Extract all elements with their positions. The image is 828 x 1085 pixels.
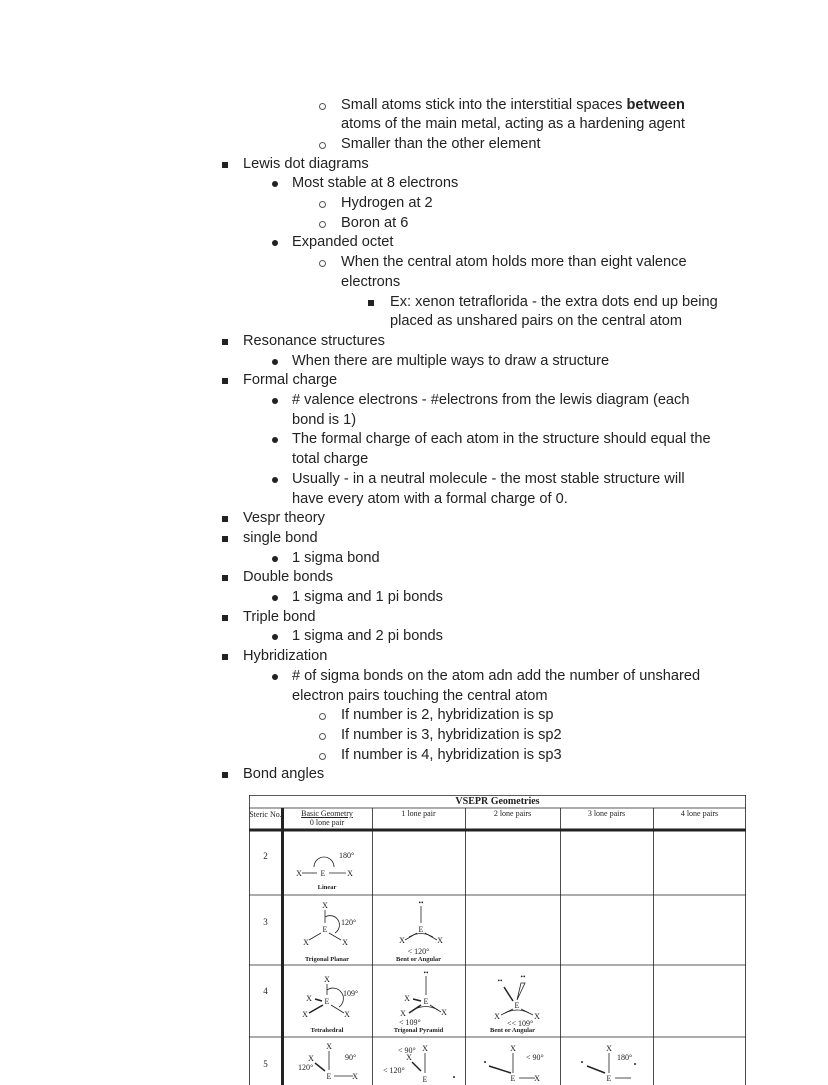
- bullet-icon: [320, 726, 328, 746]
- note-line: [292, 174, 458, 194]
- bullet-icon: [320, 253, 328, 273]
- note-line: [292, 233, 393, 253]
- note-text: Expanded octet: [292, 234, 394, 251]
- atom-label: E: [326, 1072, 332, 1081]
- angle-linear: 180°: [339, 851, 355, 860]
- geom-tetrahedral: Tetrahedral: [310, 1027, 344, 1034]
- atom-label: E: [422, 1075, 428, 1084]
- note-text: If number is 4, hybridization is sp3: [341, 746, 562, 763]
- note-line: [243, 765, 324, 785]
- atom-label: ••: [520, 973, 526, 981]
- note-line: [292, 627, 443, 647]
- note-line: [292, 411, 356, 431]
- angle-arc: [314, 857, 334, 867]
- header-4-lone: 4 lone pairs: [680, 809, 719, 818]
- table-title: VSEPR Geometries: [455, 796, 540, 807]
- steric-2: 2: [263, 851, 268, 861]
- note-text: Most stable at 8 electrons: [292, 175, 459, 192]
- header-2-lone: 2 lone pairs: [493, 809, 532, 818]
- note-line: [243, 509, 325, 529]
- bullet-icon: [272, 627, 280, 647]
- angle2-5-1: < 120°: [383, 1066, 405, 1075]
- note-text: Boron at 6: [341, 214, 409, 231]
- atom-label: X: [352, 1072, 358, 1081]
- note-line: [243, 529, 318, 549]
- atom-label: X: [308, 1054, 314, 1063]
- bullet-icon: [222, 568, 230, 588]
- atom-label: X: [399, 936, 405, 945]
- atom-label: X: [404, 994, 410, 1003]
- bullet-icon: [222, 371, 230, 391]
- note-line: [243, 647, 327, 667]
- angle-arc: [324, 988, 343, 1007]
- header-3-lone: 3 lone pairs: [587, 809, 626, 818]
- note-line: [292, 687, 548, 707]
- angle-5-0: 90°: [345, 1053, 357, 1062]
- note-text: # of sigma bonds on the atom adn add the number of unshared: [292, 667, 701, 684]
- note-text: If number is 2, hybridization is sp: [341, 707, 554, 724]
- note-line: [243, 332, 385, 352]
- table-line: [413, 999, 421, 1001]
- note-text: Triple bond: [243, 608, 316, 625]
- header-1-lone: 1 lone pair: [401, 809, 436, 818]
- bullet-icon: [320, 194, 328, 214]
- atom-label: •: [633, 1060, 637, 1069]
- note-line: [292, 450, 368, 470]
- angle-arc: [505, 1010, 529, 1013]
- bullet-icon: [222, 529, 230, 549]
- note-text: Hydrogen at 2: [341, 195, 433, 211]
- bullet-icon: [320, 746, 328, 766]
- angle-trigonal-planar: 120°: [341, 918, 357, 927]
- note-text: have every atom with a formal charge of 0.: [292, 490, 568, 507]
- note-line: [341, 135, 541, 155]
- note-line: [341, 115, 685, 135]
- note-line: [341, 214, 408, 234]
- bullet-icon: [272, 470, 280, 490]
- note-text: When the central atom holds more than eight valence: [341, 254, 687, 271]
- note-line: [243, 608, 315, 628]
- bullet-icon: [272, 352, 280, 372]
- atom-label: X: [534, 1074, 540, 1083]
- atom-label: X: [534, 1012, 540, 1021]
- bullet-icon: [222, 647, 230, 667]
- note-line: [243, 371, 337, 391]
- bullet-icon: [222, 155, 230, 175]
- note-text: # valence electrons - #electrons from the lewis diagram (each: [292, 392, 690, 408]
- vsepr-table-grid: [249, 795, 746, 1085]
- bullet-icon: [320, 706, 328, 726]
- atom-label: •: [580, 1058, 584, 1067]
- note-text: Vespr theory: [243, 510, 325, 527]
- geom-trigonal-planar: Trigonal Planar: [304, 956, 350, 963]
- note-text: Smaller than the other element: [341, 135, 541, 152]
- atom-label: X: [322, 901, 328, 910]
- bullet-icon: [368, 293, 376, 313]
- atom-label: X: [494, 1012, 500, 1021]
- note-line: [341, 746, 562, 766]
- note-text: placed as unshared pairs on the central atom: [390, 313, 683, 330]
- atom-label: E: [322, 925, 328, 934]
- note-text: electrons: [341, 273, 401, 290]
- table-line: [329, 933, 341, 940]
- bullet-icon: [272, 430, 280, 450]
- bullet-icon: [320, 96, 328, 116]
- bullet-icon: [272, 174, 280, 194]
- note-line: [292, 490, 568, 510]
- note-text: 1 sigma bond: [292, 549, 380, 566]
- note-text: Formal charge: [243, 372, 338, 389]
- atom-label: ••: [423, 969, 429, 977]
- bullet-icon: [272, 233, 280, 253]
- note-text: single bond: [243, 529, 318, 546]
- note-line: [341, 726, 562, 746]
- note-line: [341, 273, 400, 293]
- note-line: [341, 253, 687, 273]
- bullet-icon: [272, 667, 280, 687]
- note-text: bond is 1): [292, 411, 357, 428]
- note-line: [292, 352, 609, 372]
- note-line: [292, 588, 443, 608]
- note-line: [292, 470, 685, 490]
- note-text: Hybridization: [243, 648, 328, 665]
- note-text: atoms of the main metal, acting as a hardening agent: [341, 116, 685, 133]
- angle-tetrahedral: 109°: [343, 989, 359, 998]
- bullet-icon: [222, 509, 230, 529]
- angle2-5-0: 120°: [298, 1063, 314, 1072]
- angle-arc: [409, 934, 433, 938]
- note-text: Bond angles: [243, 766, 325, 783]
- atom-label: E: [606, 1074, 612, 1083]
- geom-trigonal-pyramid: Trigonal Pyramid: [393, 1027, 444, 1034]
- atom-label: ••: [418, 899, 424, 907]
- note-line: [292, 391, 689, 411]
- atom-label: •: [452, 1073, 456, 1082]
- bullet-icon: [272, 588, 280, 608]
- atom-label: E: [510, 1074, 516, 1083]
- angle-5-2: < 90°: [526, 1053, 544, 1062]
- header-0-lone: 0 lone pair: [309, 818, 345, 827]
- atom-label: X: [441, 1008, 447, 1017]
- note-text: 1 sigma and 2 pi bonds: [292, 628, 443, 645]
- angle-bent-3: < 120°: [407, 947, 430, 956]
- note-line: [292, 667, 700, 687]
- note-line: [243, 155, 369, 175]
- atom-label: E: [324, 997, 330, 1006]
- atom-label: X: [324, 975, 330, 984]
- note-line: [243, 568, 333, 588]
- note-text: If number is 3, hybridization is sp2: [341, 726, 562, 743]
- table-line: [412, 1062, 421, 1071]
- note-text: Small atoms stick into the interstitial spaces: [341, 96, 627, 113]
- atom-label: X: [422, 1044, 428, 1053]
- angle-bent-4: << 109°: [507, 1019, 534, 1028]
- bullet-icon: [272, 391, 280, 411]
- steric-5: 5: [263, 1059, 268, 1069]
- header-steric: Steric No.: [249, 810, 282, 819]
- bullet-icon: [222, 332, 230, 352]
- table-line: [309, 933, 321, 940]
- note-line: [390, 293, 718, 313]
- atom-label: E: [320, 869, 326, 878]
- note-text: Lewis dot diagrams: [243, 155, 369, 172]
- atom-label: X: [510, 1044, 516, 1053]
- note-text: electron pairs touching the central atom: [292, 687, 548, 704]
- atom-label: X: [400, 1009, 406, 1018]
- atom-label: X: [606, 1044, 612, 1053]
- angle-5-1: < 90°: [398, 1046, 416, 1055]
- atom-label: E: [514, 1001, 520, 1010]
- atom-label: X: [303, 938, 309, 947]
- note-line: [341, 194, 433, 214]
- steric-4: 4: [263, 986, 268, 996]
- note-line: [341, 706, 554, 726]
- table-line: [489, 1066, 511, 1073]
- atom-label: X: [296, 869, 302, 878]
- header-basic: Basic Geometry: [301, 809, 353, 818]
- atom-label: E: [423, 997, 429, 1006]
- wedge-bond: [517, 983, 525, 1000]
- angle-5-3: 180°: [617, 1053, 633, 1062]
- note-line: [292, 430, 711, 450]
- atom-label: X: [342, 938, 348, 947]
- table-line: [309, 1005, 323, 1013]
- atom-label: X: [302, 1010, 308, 1019]
- geom-bent-4: Bent or Angular: [489, 1027, 536, 1034]
- atom-label: X: [344, 1010, 350, 1019]
- table-line: [587, 1066, 605, 1073]
- note-text: When there are multiple ways to draw a structure: [292, 352, 610, 369]
- note-text: Resonance structures: [243, 332, 385, 349]
- bullet-icon: [272, 549, 280, 569]
- note-line: [292, 549, 380, 569]
- vsepr-table: [249, 795, 746, 1085]
- atom-label: ••: [497, 977, 503, 985]
- note-line: [341, 96, 685, 116]
- table-line: [504, 987, 513, 1001]
- atom-label: •: [483, 1058, 487, 1067]
- geom-linear: Linear: [317, 884, 337, 891]
- atom-label: X: [306, 994, 312, 1003]
- table-line: [331, 1005, 344, 1013]
- note-text: Ex: xenon tetraflorida - the extra dots end up being: [390, 293, 718, 310]
- note-line: [390, 312, 682, 332]
- note-text: Double bonds: [243, 569, 334, 586]
- note-text: 1 sigma and 1 pi bonds: [292, 589, 443, 605]
- atom-label: X: [406, 1053, 412, 1062]
- atom-label: E: [418, 925, 424, 934]
- bullet-icon: [222, 608, 230, 628]
- table-line: [315, 1063, 325, 1071]
- bullet-icon: [320, 214, 328, 234]
- atom-label: X: [437, 936, 443, 945]
- note-bold-text: between: [626, 96, 685, 113]
- note-text: total charge: [292, 451, 369, 468]
- angle-trigonal-pyramid: < 109°: [399, 1018, 421, 1027]
- bullet-icon: [320, 135, 328, 155]
- note-text: Usually - in a neutral molecule - the most stable structure will: [292, 470, 685, 487]
- note-text: The formal charge of each atom in the structure should equal the: [292, 431, 711, 448]
- bullet-icon: [222, 765, 230, 785]
- atom-label: X: [347, 869, 353, 878]
- table-line: [315, 999, 322, 1001]
- atom-label: X: [326, 1042, 332, 1051]
- steric-3: 3: [263, 917, 268, 927]
- geom-bent-3: Bent or Angular: [395, 956, 442, 963]
